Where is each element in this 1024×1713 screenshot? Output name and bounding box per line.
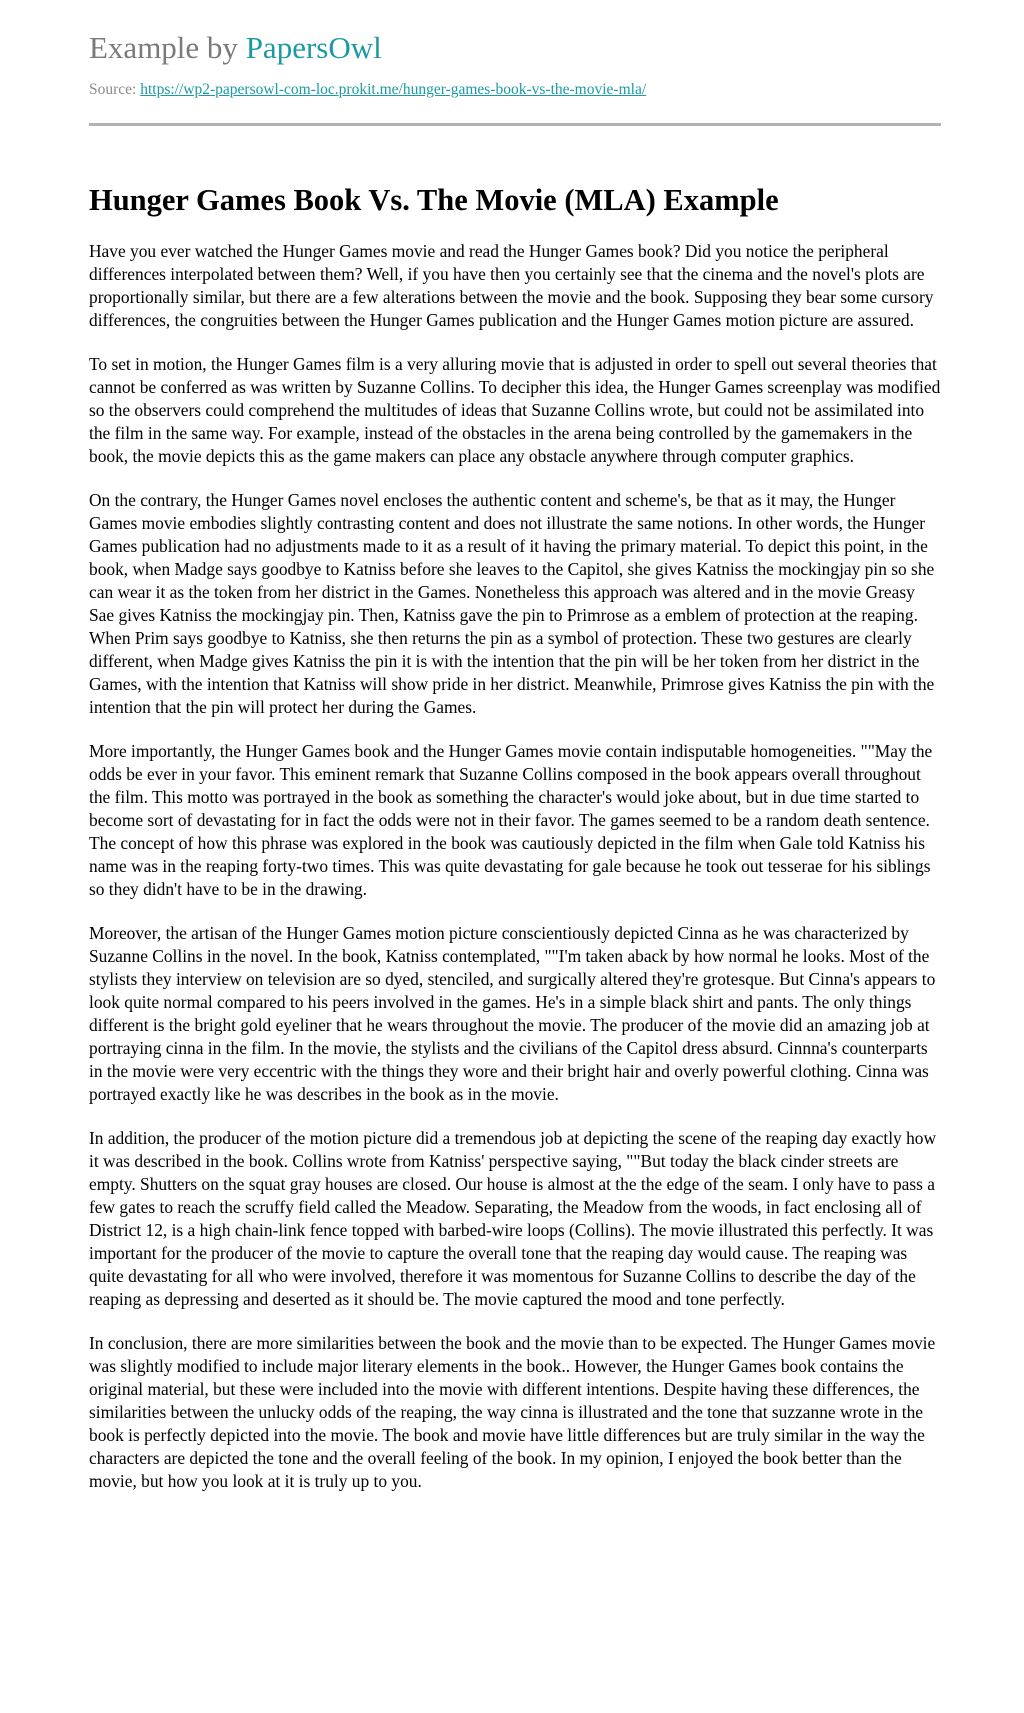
paragraph-2: To set in motion, the Hunger Games film is a very alluring movie that is adjusted in order to spell out several theories that cannot be conferred as was written by Suzanne Collins. To decipher this idea, the Hunger Games screenplay was modified so the observers could comprehend the multitudes of ideas that Suzanne Collins wrote, but could not be assimilated into the film in the same way. For example, instead of the obstacles in the arena being controlled by the gamemakers in the book, the movie depicts this as the game makers can place any obstacle anywhere through computer graphics. bbox=[89, 354, 941, 466]
paragraph-7: In conclusion, there are more similarities between the book and the movie than to be expected. The Hunger Games movie was slightly modified to include major literary elements in the book.. However, the Hunger Games book contains the original material, but these were included into the movie with different intentions. Despite having these differences, the similarities between the unlucky odds of the reaping, the way cinna is illustrated and the tone that suzzanne wrote in the book is perfectly depicted into the movie. The book and movie have little differences but are truly similar in the way the characters are depicted the tone and the overall feeling of the book. In my opinion, I enjoyed the book better than the movie, but how you look at it is truly up to you. bbox=[89, 1333, 936, 1491]
document-page bbox=[89, 30, 941, 1491]
paragraph-3: On the contrary, the Hunger Games novel encloses the authentic content and scheme's, be that as it may, the Hunger Games movie embodies slightly contrasting content and does not illustrate the same notions. In other words, the Hunger Games publication had no adjustments made to it as a result of it having the primary material. To depict this point, in the book, when Madge says goodbye to Katniss before she leaves to the Capitol, she gives Katniss the mockingjay pin so she can wear it as the token from her district in the Games. Nonetheless this approach was altered and in the movie Greasy Sae gives Katniss the mockingjay pin. Then, Katniss gave the pin to Primrose as a emblem of protection at the reaping. When Prim says goodbye to Katniss, she then returns the pin as a symbol of protection. These two gestures are clearly different, when Madge gives Katniss the pin it is with the intention that the pin will be her token from her district in the Games, with the intention that Katniss will show pride in her district. Meanwhile, Primrose gives Katniss the pin with the intention that the pin will protect her during the Games. bbox=[89, 490, 935, 717]
paragraph-6: In addition, the producer of the motion picture did a tremendous job at depicting the scene of the reaping day exactly how it was described in the book. Collins wrote from Katniss' perspective saying, ""But today the black cinder streets are empty. Shutters on the squat gray houses are closed. Our house is almost at the the edge of the seam. I only have to pass a few gates to reach the scruffy field called the Meadow. Separating, the Meadow from the woods, in fact enclosing all of District 12, is a high chain-link fence topped with barbed-wire loops (Collins). The movie illustrated this perfectly. It was important for the producer of the movie to capture the overall tone that the reaping day would cause. The reaping was quite devastating for all who were involved, therefore it was momentous for Suzanne Collins to describe the day of the reaping as depressing and deserted as it should be. The movie captured the mood and tone perfectly. bbox=[89, 1128, 937, 1309]
source-link[interactable]: https://wp2-papersowl-com-loc.prokit.me/hunger-games-book-vs-the-movie-mla/ bbox=[140, 81, 647, 98]
brand-prefix: Example by bbox=[89, 30, 238, 65]
page-title: Hunger Games Book Vs. The Movie (MLA) Example bbox=[89, 183, 779, 217]
paragraph-4: More importantly, the Hunger Games book and the Hunger Games movie contain indisputable homogeneities. ""May the odds be ever in your favor. This eminent remark that Suzanne Collins composed in the book appears overall throughout the film. This motto was portrayed in the book as something the character's would joke about, but in due time started to become sort of devastating for in fact the odds were not in their favor. The games seemed to be a random death sentence. The concept of how this phrase was explored in the book was cautiously depicted in the film when Gale told Katniss his name was in the reaping forty-two times. This was quite devastating for gale because he took out tesserae for his siblings so they didn't have to be in the drawing. bbox=[89, 741, 933, 899]
header-divider bbox=[89, 123, 941, 126]
article-body bbox=[89, 240, 941, 1514]
brand-name[interactable]: PapersOwl bbox=[245, 30, 382, 65]
source-label: Source: bbox=[89, 81, 137, 98]
brand-header bbox=[89, 30, 941, 66]
source-line bbox=[89, 80, 646, 100]
paragraph-5: Moreover, the artisan of the Hunger Games motion picture conscientiously depicted Cinna as he was characterized by Suzanne Collins in the novel. In the book, Katniss contemplated, ""I'm taken aback by how normal he looks. Most of the stylists they interview on television are so dyed, stenciled, and surgically altered they're grotesque. But Cinna's appears to look quite normal compared to his peers involved in the games. He's in a simple black shirt and pants. The only things different is the bright gold eyeliner that he wears throughout the movie. The producer of the movie did an amazing job at portraying cinna in the film. In the movie, the stylists and the civilians of the Capitol dress absurd. Cinnna's counterparts in the movie were very eccentric with the things they wore and their bright hair and overly powerful clothing. Cinna was portrayed exactly like he was describes in the book as in the movie. bbox=[89, 923, 936, 1104]
paragraph-1: Have you ever watched the Hunger Games movie and read the Hunger Games book? Did you notice the peripheral differences interpolated between them? Well, if you have then you certainly see that the cinema and the novel's plots are proportionally similar, but there are a few alterations between the movie and the book. Supposing they bear some cursory differences, the congruities between the Hunger Games publication and the Hunger Games motion picture are assured. bbox=[89, 241, 934, 330]
